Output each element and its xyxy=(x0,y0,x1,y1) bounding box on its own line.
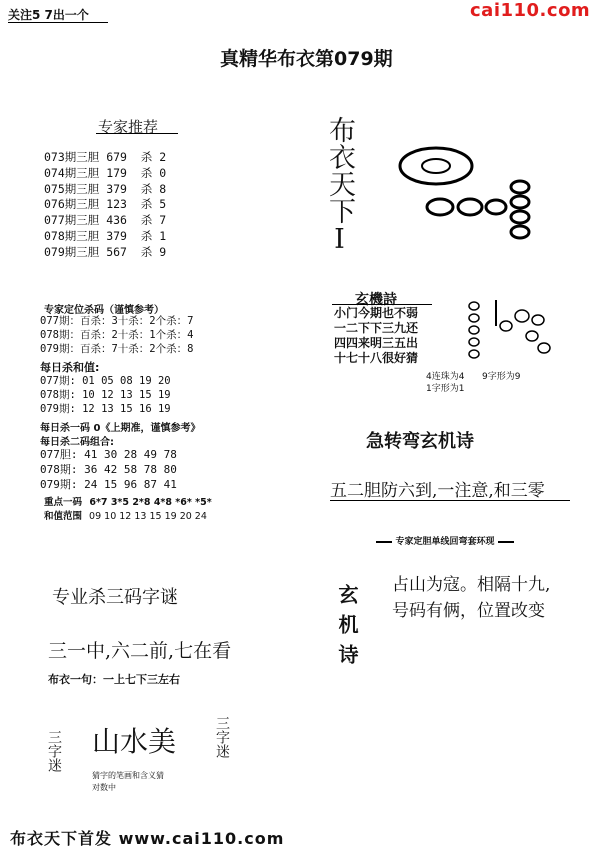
bead-column-icon xyxy=(469,302,479,358)
expert-line: 专家定胆单线回弯套环现 xyxy=(395,537,495,547)
dash-right xyxy=(498,541,514,543)
riddle-caption-1: 猜字的笔画和含义猜 xyxy=(92,771,164,780)
riddle-right-vert: 三字迷 xyxy=(214,716,230,758)
list-item: 073期三胆 679 杀 2 xyxy=(44,150,167,164)
top-note-underline xyxy=(8,22,108,23)
coin-column-icon xyxy=(511,181,529,238)
coin-graphic xyxy=(396,140,576,252)
buyi-sentence: 布衣一句：一上七下三左右 xyxy=(48,673,180,686)
big-coin-icon xyxy=(400,148,472,184)
sum-range-row xyxy=(44,508,207,522)
coin-row-icon xyxy=(427,199,506,215)
riddle-line: 三一中,六二前,七在看 xyxy=(48,640,232,662)
xuanji-rule xyxy=(332,304,432,305)
list-item: 077期三胆 436 杀 7 xyxy=(44,213,167,228)
bead-note-1: 4连珠为4 xyxy=(426,372,465,382)
list-item: 079期: 12 13 15 16 19 xyxy=(40,403,171,415)
sum-range-values: 09 10 12 13 15 19 20 24 xyxy=(89,511,207,522)
poem2-line-1: 占山为寇。相隔十九, xyxy=(392,575,551,595)
list-item: 079期三胆 567 杀 9 xyxy=(44,244,167,259)
turn-line: 五二胆防六到,一注意,和三零 xyxy=(330,481,545,501)
positional-list xyxy=(40,314,193,356)
turn-heading: 急转弯玄机诗 xyxy=(366,431,474,452)
list-item: 075期三胆 379 杀 8 xyxy=(44,181,167,196)
positional-heading: 专家定位杀码（谨慎参考） xyxy=(44,305,164,316)
expert-line-row xyxy=(342,534,548,547)
sum-heading: 每日杀和值: xyxy=(40,361,100,374)
riddle-heading: 专业杀三码字谜 xyxy=(52,587,178,608)
focus-row xyxy=(44,494,212,508)
bead-note-2: 9字形为9 xyxy=(482,372,521,382)
focus-label: 重点一码 xyxy=(44,497,83,508)
riddle-big-text: 山水美 xyxy=(92,725,177,758)
expert-list xyxy=(44,150,166,261)
list-item: 078期: 36 42 58 78 80 xyxy=(40,463,177,476)
list-item: 077期: 01 05 08 19 20 xyxy=(40,375,171,387)
poem-line: 一二下下三九还 xyxy=(334,321,419,335)
list-item: 076期三胆 123 杀 5 xyxy=(44,197,167,212)
list-item: 078期三胆 379 杀 1 xyxy=(44,228,167,243)
list-item: 079期：百杀：7十杀：2个杀：8 xyxy=(40,343,194,355)
sum-list xyxy=(40,374,171,416)
poem-line: 小门今期也不弱 xyxy=(334,306,419,320)
poem-line: 四四来明三五出 xyxy=(334,336,419,350)
kill-two-heading: 每日杀二码组合: xyxy=(40,437,114,448)
site-badge[interactable] xyxy=(470,0,590,26)
poem2-vertical-title: 玄机诗 xyxy=(335,584,359,674)
poem2-line-2: 号码有俩，位置改变 xyxy=(392,601,545,621)
sum-range-label: 和值范围 xyxy=(44,511,83,522)
list-item: 079期: 24 15 96 87 41 xyxy=(40,478,177,491)
turn-line-underline xyxy=(330,500,570,501)
page-title: 真精华布衣第079期 xyxy=(220,48,393,70)
list-item: 077期：百杀：3十杀：2个杀：7 xyxy=(40,315,194,327)
xuanji-lines xyxy=(334,306,418,366)
list-item: 077胆: 41 30 28 49 78 xyxy=(40,448,177,461)
list-item: 078期: 10 12 13 15 19 xyxy=(40,389,171,401)
bead-note-3: 1字形为1 xyxy=(426,384,465,394)
focus-values: 6*7 3*5 2*8 4*8 *6* *5* xyxy=(89,497,212,508)
poem-line: 十七十八很好猜 xyxy=(334,351,419,365)
xuanji-title: 玄機詩 xyxy=(355,292,397,308)
expert-heading-underline xyxy=(96,133,178,134)
riddle-left-vert: 三字迷 xyxy=(46,730,62,772)
footer-text[interactable]: 布衣天下首发 www.cai110.com xyxy=(10,829,285,848)
buyi-vertical-title: 布衣天下I xyxy=(324,116,355,255)
site-badge-text: cai110.com xyxy=(470,0,591,21)
bead-shape-icon xyxy=(496,300,550,353)
list-item: 078期：百杀：2十杀：1个杀：4 xyxy=(40,329,194,341)
top-note: 关注5 7出一个 xyxy=(8,8,89,22)
expert-heading: 专家推荐 xyxy=(98,118,159,136)
riddle-caption-2: 对数中 xyxy=(92,783,116,792)
dash-left xyxy=(376,541,392,543)
list-item: 074期三胆 179 杀 0 xyxy=(44,165,167,180)
bead-pattern-graphic xyxy=(462,296,562,368)
kill-one-heading: 每日杀一码 0《上期准，谨慎参考》 xyxy=(40,423,201,434)
kill-two-list xyxy=(40,447,177,492)
